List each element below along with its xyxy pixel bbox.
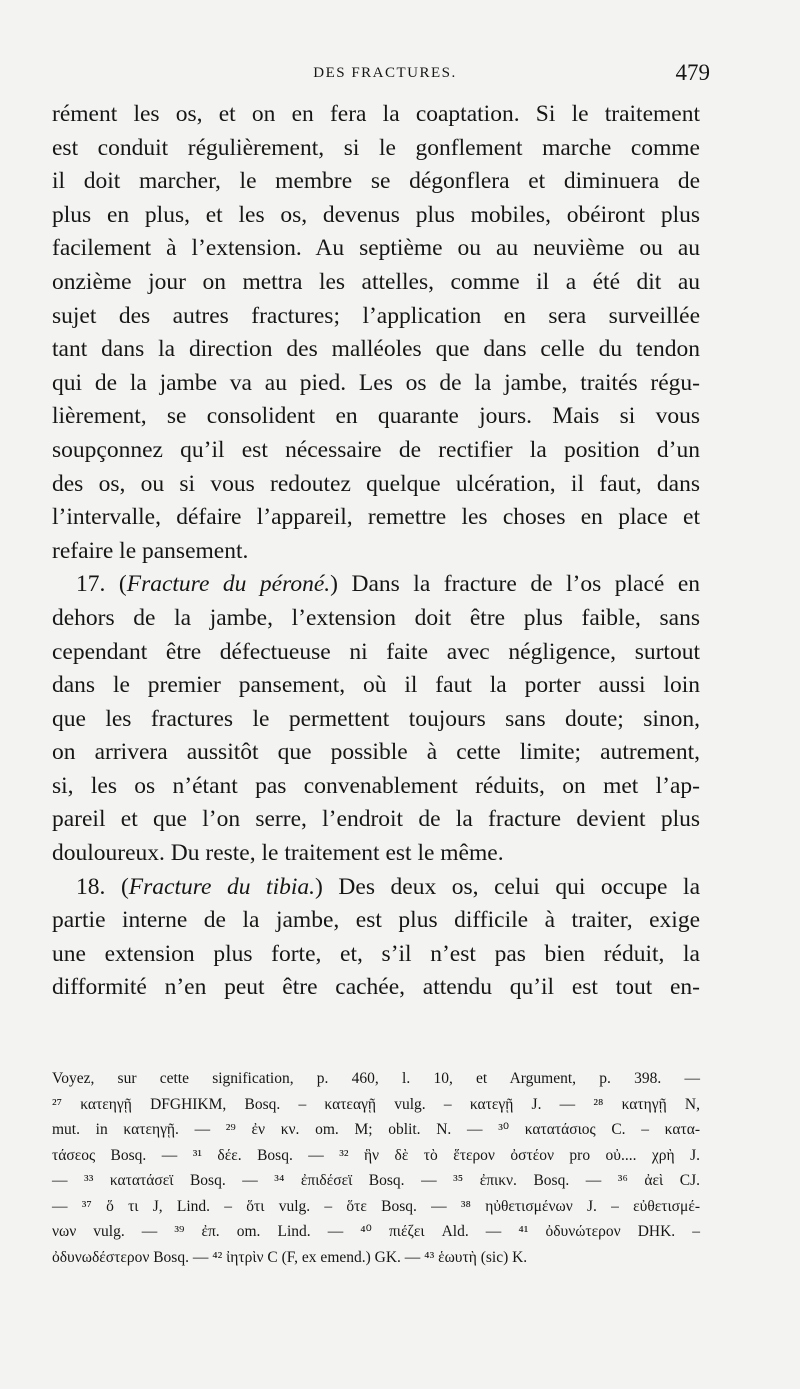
text-line: soupçonnez qu’il est nécessaire de rectifier la position d’un [52,436,700,463]
text-line: il doit marcher, le membre se dégonflera et diminuera de [52,168,700,195]
text-line: facilement à l’extension. Au septième ou au neuvième ou au [52,235,700,262]
text-line: est conduit régulièrement, si le gonflement marche comme [52,134,700,161]
text-line: dans le premier pansement, où il faut la porter aussi loin [52,672,700,699]
section-title: Fracture du tibia. [128,873,316,900]
text-line: lièrement, se consolident en quarante jours. Mais si vous [52,403,700,430]
text-line: on arrivera aussitôt que possible à cette limite; autrement, [52,739,700,766]
text-line: refaire le pansement. [52,537,249,564]
text-line: une extension plus forte, et, s’il n’est pas bien réduit, la [52,940,700,967]
section-number: 18. [76,873,106,900]
text-line: Des deux os, celui qui occupe la [338,873,700,900]
text-line: onzième jour on mettra les attelles, comme il a été dit au [52,268,700,295]
text-line: partie interne de la jambe, est plus difficile à traiter, exige [52,907,700,934]
main-text [52,98,700,1005]
text-line: que les fractures le permettent toujours sans doute; sinon, [52,705,700,732]
section-title: Fracture du péroné. [126,571,331,598]
footnotes [52,1066,700,1270]
text-line: des os, ou si vous redoutez quelque ulcération, il faut, dans [52,470,700,497]
paragraph-continuation [52,98,700,568]
text-line: dehors de la jambe, l’extension doit être plus faible, sans [52,604,700,631]
section-number: 17. [76,571,106,598]
section-17 [52,568,700,870]
page-header [60,60,710,88]
text-line: Dans la fracture de l’os placé en [351,571,701,598]
section-17-first-line: 17. (Fracture du péroné.) Dans la fracture de l’os placé en [76,571,701,598]
text-line: cependant être défectueuse ni faite avec négligence, surtout [52,638,700,665]
text-line: si, les os n’étant pas convenablement réduits, on met l’ap- [52,772,700,799]
text-line: pareil et que l’on serre, l’endroit de la fracture devient plus [52,806,700,833]
footnote-line: — ³³ κατατάσεϊ Bosq. — ³⁴ ἐπιδέσεϊ Bosq. — ³⁵ ἐπικν. Bosq. — ³⁶ ἀεὶ CJ. [52,1172,700,1189]
text-line: difformité n’en peut être cachée, attendu qu’il est tout en- [52,974,700,1001]
footnote-line: — ³⁷ ὅ τι J, Lind. – ὅτι vulg. – ὅτε Bosq. — ³⁸ ηὐθετισμένων J. – εὐθετισμέ- [52,1197,700,1215]
section-18 [52,871,700,1005]
section-18-first-line: 18. (Fracture du tibia.) Des deux os, celui qui occupe la [76,873,700,900]
running-title: DES FRACTURES. [313,65,457,81]
text-line: qui de la jambe va au pied. Les os de la jambe, traités régu- [52,369,700,396]
text-line: douloureux. Du reste, le traitement est le même. [52,840,504,867]
text-line: plus en plus, et les os, devenus plus mobiles, obéiront plus [52,201,700,228]
footnote-line: τάσεος Bosq. — ³¹ δέε. Bosq. — ³² ἣν δὲ τὸ ἕτερον ὀστέον pro οὐ.... χρὴ J. [52,1146,700,1164]
footnote-line: νων vulg. — ³⁹ ἐπ. om. Lind. — ⁴⁰ πιέζει Ald. — ⁴¹ ὀδυνώτερον DHK. – [52,1223,700,1240]
text-line: rément les os, et on en fera la coaptation. Si le traitement [52,101,700,127]
footnote-line: Voyez, sur cette signification, p. 460, l. 10, et Argument, p. 398. — [52,1070,700,1087]
page-number: 479 [675,60,710,85]
text-line: sujet des autres fractures; l’application en sera surveillée [52,302,700,329]
footnote-line: mut. in κατεηγῇ. — ²⁹ ἐν κν. om. M; oblit. N. — ³⁰ κατατάσιος C. – κατα- [52,1121,700,1138]
text-line: tant dans la direction des malléoles que dans celle du tendon [52,336,700,363]
footnote-line: ²⁷ κατεηγῇ DFGHIKM, Bosq. – κατεαγῇ vulg. – κατεγῇ J. — ²⁸ κατηγῇ N, [52,1095,700,1113]
text-line: l’intervalle, défaire l’appareil, remettre les choses en place et [52,504,700,531]
footnote-line: ὀδυνωδέστερον Bosq. — ⁴² ἰητρὶν C (F, ex emend.) GK. — ⁴³ ἑωυτὴ (sic) K. [52,1248,528,1266]
